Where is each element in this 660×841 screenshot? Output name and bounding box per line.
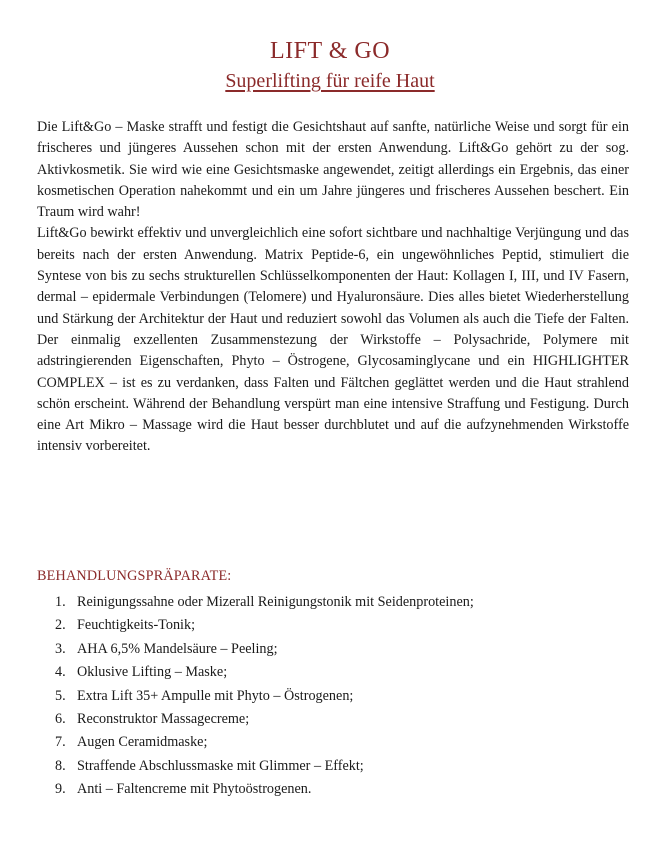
list-item-number: 5.: [55, 687, 66, 704]
list-item-text: Extra Lift 35+ Ampulle mit Phyto – Östrogenen;: [77, 687, 354, 704]
list-item: [55, 755, 615, 778]
list-item-number: 4.: [55, 664, 66, 681]
list-item-text: Reinigungssahne oder Mizerall Reinigungstonik mit Seidenproteinen;: [77, 594, 474, 610]
list-item-text: AHA 6,5% Mandelsäure – Peeling;: [77, 640, 278, 657]
body-text: [37, 117, 629, 458]
paragraph-effect: Lift&Go bewirkt effektiv und unvergleichlich eine sofort sichtbare und nachhaltige Verjüngung und das bereits nach der ersten Anwendung. Matrix Peptide-6, ein ungewöhnliches Peptid, stimuliert die Syntese von bis zu sechs strukturellen Schlüsselkomponenten der Haut: Kollagen I, III, und IV Fasern, dermal – epidermale Verbindungen (Telomere) und Hyaluronsäure. Dies alles bietet Wiederherstellung und Stärkung der Architektur der Haut und reduziert sowohl das Volumen als auch die Tiefe der Falten. Der einmalig exzellenten Zusammenstezung der Wirkstoffe – Polysachride, Polymere mit adstringierenden Eigenschaften, Phyto – Östrogene, Glycosaminglycane und ein HIGHLIGHTER COMPLEX – ist es zu verdanken, dass Falten und Fältchen geglättet werden und die Haut strahlend schön erscheint. Während der Behandlung verspürt man eine intensive Straffung und Festigung. Durch eine Art Mikro – Massage wird die Haut besser durchblutet und auf die aufzynehmenden Wirkstoffe intensiv vorbereitet.: [37, 225, 629, 455]
page-subtitle: Superlifting für reife Haut: [225, 70, 435, 92]
list-item: [55, 638, 615, 661]
list-item: [55, 731, 615, 754]
list-item: [55, 614, 615, 637]
list-item-text: Augen Ceramidmaske;: [77, 734, 208, 751]
list-item-text: Oklusive Lifting – Maske;: [77, 664, 228, 681]
list-item-number: 9.: [55, 781, 66, 798]
page-title: LIFT & GO: [269, 38, 391, 64]
list-item: [55, 661, 615, 684]
list-item-number: 1.: [55, 594, 66, 610]
list-item-number: 3.: [55, 640, 66, 657]
list-item-number: 2.: [55, 617, 66, 634]
list-item-text: Anti – Faltencreme mit Phytoöstrogenen.: [77, 781, 312, 798]
preparations-list: [55, 591, 615, 802]
list-item-text: Reconstruktor Massagecreme;: [77, 710, 250, 727]
section-heading-preparations: BEHANDLUNGSPRÄPARATE:: [37, 568, 232, 584]
list-item: [55, 708, 615, 731]
list-item: [55, 591, 615, 614]
paragraph-intro: Die Lift&Go – Maske strafft und festigt die Gesichtshaut auf sanfte, natürliche Weise und sorgt für ein frischeres und jüngeres Aussehen schon mit der ersten Anwendung. Lift&Go gehört zu der sog. Aktivkosmetik. Sie wird wie eine Gesichtsmaske angewendet, zeitigt allerdings ein Ergebnis, das einer kosmetischen Operation nahekommt und ein um Jahre jüngeres und frischeres Aussehen beschert. Ein Traum wird wahr!: [37, 119, 629, 221]
list-item-text: Straffende Abschlussmaske mit Glimmer – Effekt;: [77, 757, 364, 774]
list-item: [55, 685, 615, 708]
list-item-text: Feuchtigkeits-Tonik;: [77, 617, 196, 634]
list-item: [55, 778, 615, 801]
list-item-number: 8.: [55, 757, 66, 774]
list-item-number: 6.: [55, 710, 66, 727]
list-item-number: 7.: [55, 734, 66, 751]
